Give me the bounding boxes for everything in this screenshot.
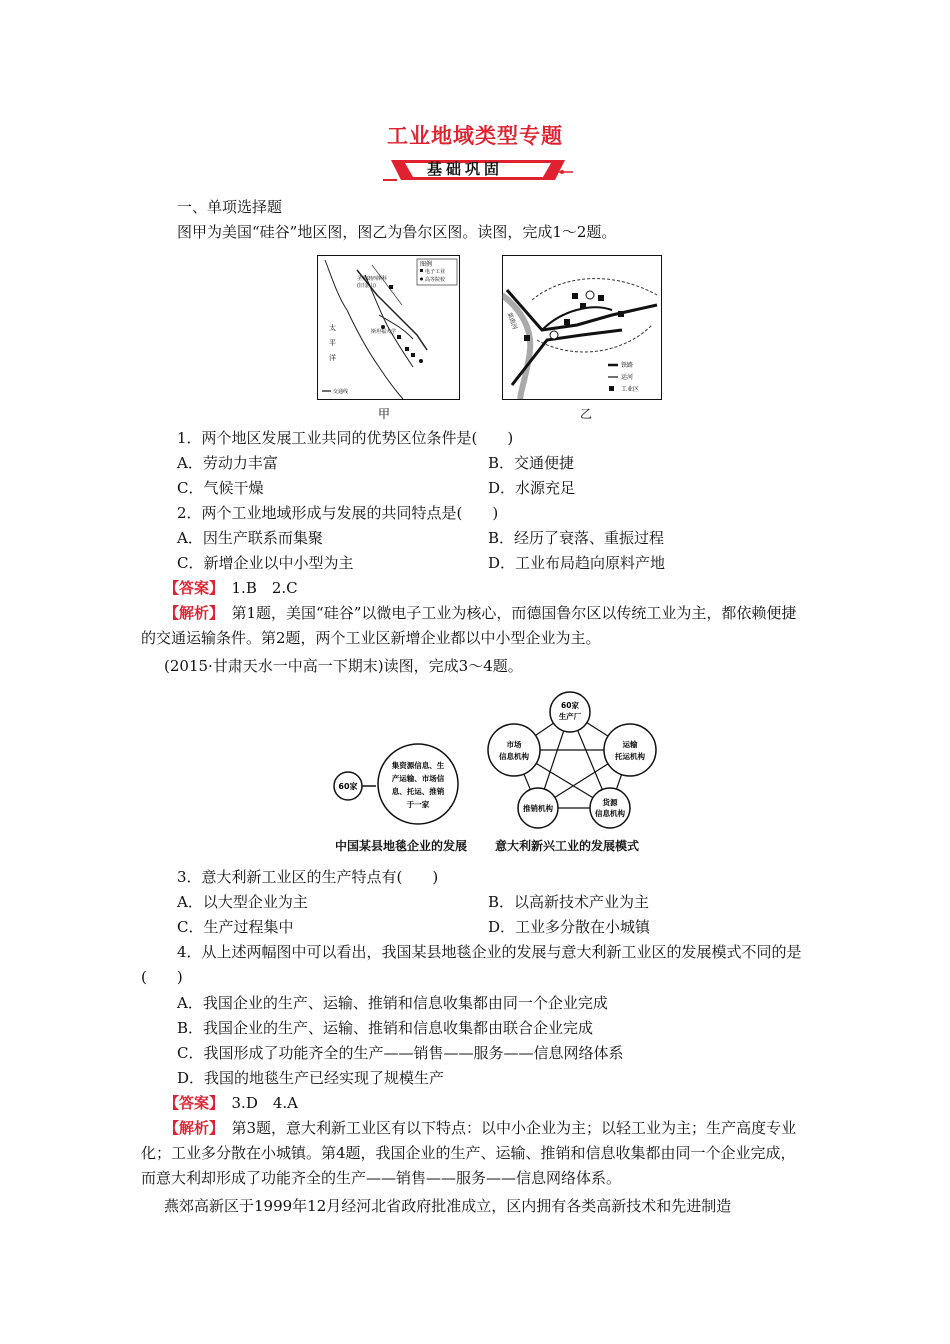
- label-sf: 圣弗朗西斯科: [357, 276, 388, 282]
- answer-1-2: [164, 578, 298, 598]
- explanation-3-4: [141, 1116, 809, 1191]
- answer-tag: 【答案】: [164, 1094, 217, 1112]
- legend-title: 图例: [420, 261, 433, 268]
- q3-option-b: B．以高新技术产业为主: [488, 893, 650, 911]
- q3-stem: 3．意大利新工业区的生产特点有( ): [177, 868, 439, 886]
- legend-industrial: 工业区: [621, 386, 640, 393]
- italy-node-market-1: 市场: [506, 740, 522, 749]
- q4-stem: 4．从上述两幅图中可以看出，我国某县地毯企业的发展与意大利新工业区的发展模式不同的是( ): [141, 943, 802, 986]
- italy-center-line-2: 生产厂: [558, 712, 582, 721]
- page-title: 工业地域类型专题: [387, 124, 563, 148]
- italy-node-market-2: 信息机构: [499, 752, 529, 761]
- explanation-tag: 【解析】: [164, 1119, 217, 1137]
- map-jia: [317, 255, 460, 400]
- map-yi: [502, 255, 662, 400]
- q2-stem: 2．两个工业地域形成与发展的共同特点是( ): [177, 504, 499, 522]
- legend-traffic: 交通线: [333, 389, 349, 395]
- carpet-big-line-3: 息、托运、推销: [391, 787, 445, 796]
- italy-node-transport-1: 运输: [622, 740, 638, 749]
- q4-option-a: A．我国企业的生产、运输、推销和信息收集都由同一个企业完成: [177, 994, 608, 1012]
- italy-caption: 意大利新兴工业的发展模式: [495, 839, 640, 853]
- q1-option-d: D．水源充足: [488, 479, 576, 497]
- q2-option-b: B．经历了衰落、重振过程: [488, 529, 665, 547]
- legend-item-electronics: 电子工业: [425, 269, 446, 275]
- map-jia-caption: 甲: [378, 407, 391, 421]
- q3-option-d: D．工业多分散在小城镇: [488, 918, 651, 936]
- explanation-text: 第1题，美国“硅谷”以微电子工业为核心，而德国鲁尔区以传统工业为主，都依赖便捷的交通运输条件。第2题，两个工业区新增企业都以中小型企业为主。: [141, 604, 797, 647]
- q1-option-c: C．气候干燥: [177, 479, 264, 497]
- italy-node-transport-2: 托运机构: [615, 752, 645, 761]
- answer-tag: 【答案】: [164, 579, 217, 597]
- label-pacific-2: 平: [329, 339, 336, 347]
- label-sf-cn: (旧金山): [357, 283, 376, 289]
- legend-canal: 运河: [621, 374, 634, 381]
- carpet-big-line-2: 产运输、市场信: [391, 774, 445, 783]
- diagram-carpet: [330, 740, 465, 825]
- label-stanford: 斯坦福大学: [371, 329, 397, 335]
- carpet-small-label: 60家: [338, 782, 358, 791]
- section-heading: 一、单项选择题: [177, 198, 283, 216]
- legend-item-university: 高等院校: [425, 277, 446, 283]
- label-pacific-1: 太: [329, 324, 336, 332]
- carpet-big-line-1: 集资源信息、生: [391, 761, 445, 770]
- q2-option-c: C．新增企业以中小型为主: [177, 554, 354, 572]
- italy-node-supply-1: 货源: [602, 798, 618, 807]
- q1-stem: 1．两个地区发展工业共同的优势区位条件是( ): [177, 429, 514, 447]
- italy-center-line-1: 60家: [561, 701, 579, 710]
- answer-3-4: [164, 1093, 298, 1113]
- q3-option-a: A．以大型企业为主: [177, 893, 308, 911]
- banner-label: 基础巩固: [426, 160, 503, 178]
- q4-option-d: D．我国的地毯生产已经实现了规模生产: [177, 1069, 445, 1087]
- q2-option-a: A．因生产联系而集聚: [177, 529, 323, 547]
- q1-option-a: A．劳动力丰富: [177, 454, 278, 472]
- q3-option-c: C．生产过程集中: [177, 918, 294, 936]
- italy-node-sales: 推销机构: [523, 804, 553, 813]
- legend-railway: 铁路: [621, 362, 634, 369]
- q1-option-b: B．交通便捷: [488, 454, 575, 472]
- italy-node-supply-2: 信息机构: [595, 809, 625, 818]
- carpet-big-line-4: 于一家: [406, 800, 430, 809]
- q4-option-c: C．我国形成了功能齐全的生产——销售——服务——信息网络体系: [177, 1044, 624, 1062]
- answer-text: 3.D 4.A: [216, 1094, 298, 1112]
- q2-option-d: D．工业布局趋向原料产地: [488, 554, 666, 572]
- map-yi-caption: 乙: [580, 407, 593, 421]
- intro-q3-4: (2015·甘肃天水一中高一下期末)读图，完成3～4题。: [164, 657, 523, 675]
- explanation-text: 第3题，意大利新工业区有以下特点：以中小企业为主；以轻工业为主；生产高度专业化；工业多分散在小城镇。第4题，我国企业的生产、运输、推销和信息收集都由同一个企业完成，而意大利却形成了功能齐全的生产——销售——服务——信息网络体系。: [141, 1119, 797, 1187]
- answer-text: 1.B 2.C: [216, 579, 298, 597]
- diagram-italy: [480, 690, 660, 830]
- intro-q1-2: 图甲为美国“硅谷”地区图，图乙为鲁尔区图。读图，完成1～2题。: [177, 223, 617, 241]
- label-rhine: 莱茵河: [505, 311, 519, 331]
- q4-option-b: B．我国企业的生产、运输、推销和信息收集都由联合企业完成: [177, 1019, 594, 1037]
- explanation-tag: 【解析】: [164, 604, 217, 622]
- carpet-caption: 中国某县地毯企业的发展: [335, 839, 468, 853]
- explanation-1-2: [141, 601, 809, 651]
- closing-paragraph: 燕郊高新区于1999年12月经河北省政府批准成立，区内拥有各类高新技术和先进制造: [164, 1197, 732, 1215]
- label-pacific-3: 洋: [329, 354, 336, 362]
